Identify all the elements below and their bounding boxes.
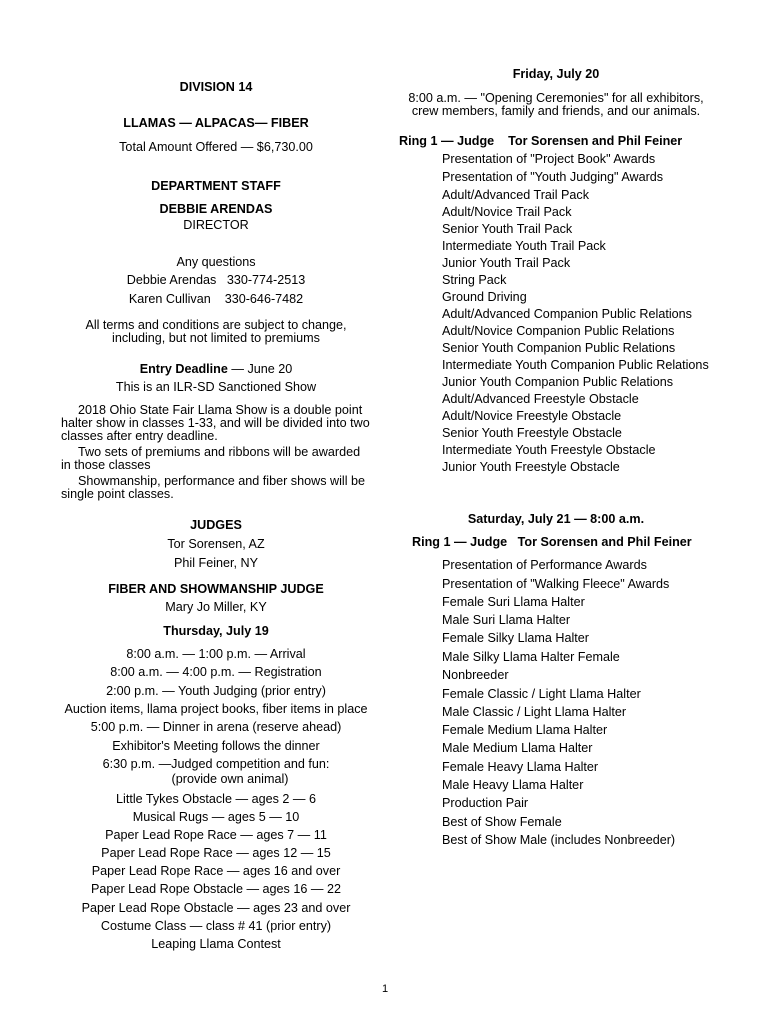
saturday-item: Male Silky Llama Halter Female <box>442 650 620 664</box>
friday-item: Senior Youth Companion Public Relations <box>442 341 676 355</box>
fiber-judge-heading: FIBER AND SHOWMANSHIP JUDGE <box>108 582 324 596</box>
friday-item: Presentation of "Youth Judging" Awards <box>442 170 664 184</box>
saturday-item: Male Medium Llama Halter <box>442 741 593 755</box>
saturday-item: Female Suri Llama Halter <box>442 595 585 609</box>
saturday-item: Female Silky Llama Halter <box>442 631 589 645</box>
friday-item: Adult/Novice Trail Pack <box>442 205 572 219</box>
thursday-item: 6:30 p.m. —Judged competition and fun: <box>102 757 330 771</box>
friday-item: Adult/Advanced Freestyle Obstacle <box>442 392 639 406</box>
friday-item: Adult/Advanced Companion Public Relations <box>442 307 692 321</box>
staff-heading: DEPARTMENT STAFF <box>151 179 281 193</box>
saturday-item: Presentation of Performance Awards <box>442 558 647 572</box>
show-paragraph-1: 2018 Ohio State Fair Llama Show is a double point halter show in classes 1-33, and will be divided into two classes after entry deadline. <box>61 403 370 443</box>
terms-line-1: All terms and conditions are subject to change, <box>85 318 347 332</box>
friday-heading: Friday, July 20 <box>512 67 600 81</box>
judges-heading: JUDGES <box>190 518 242 532</box>
saturday-item: Female Classic / Light Llama Halter <box>442 687 641 701</box>
saturday-item: Male Heavy Llama Halter <box>442 778 584 792</box>
thursday-item: (provide own animal) <box>171 772 289 786</box>
division-subtitle: LLAMAS — ALPACAS— FIBER <box>123 116 309 130</box>
thursday-item: 5:00 p.m. — Dinner in arena (reserve ahead) <box>90 720 342 734</box>
friday-item: Adult/Novice Freestyle Obstacle <box>442 409 622 423</box>
thursday-item: Paper Lead Rope Race — ages 7 — 11 <box>105 828 327 842</box>
friday-item: Intermediate Youth Companion Public Relations <box>442 358 709 372</box>
saturday-item: Nonbreeder <box>442 668 509 682</box>
saturday-item: Female Heavy Llama Halter <box>442 760 599 774</box>
friday-item: Senior Youth Freestyle Obstacle <box>442 426 622 440</box>
saturday-item: Male Classic / Light Llama Halter <box>442 705 627 719</box>
terms-line-2: including, but not limited to premiums <box>112 331 320 345</box>
friday-item: Intermediate Youth Freestyle Obstacle <box>442 443 656 457</box>
saturday-item: Production Pair <box>442 796 529 810</box>
fiber-judge-name: Mary Jo Miller, KY <box>165 600 267 614</box>
saturday-item: Male Suri Llama Halter <box>442 613 571 627</box>
director-title: DIRECTOR <box>183 218 249 232</box>
questions-label: Any questions <box>176 255 256 269</box>
show-paragraph-3: Showmanship, performance and fiber shows will be single point classes. <box>61 474 365 501</box>
division-title: DIVISION 14 <box>179 80 253 94</box>
saturday-item: Best of Show Female <box>442 815 562 829</box>
deadline-value: — June 20 <box>227 362 293 376</box>
thursday-item: Paper Lead Rope Obstacle — ages 23 and over <box>81 901 351 915</box>
opening-line-2: crew members, family and friends, and our animals. <box>411 104 701 118</box>
contact-karen: Karen Cullivan 330-646-7482 <box>128 292 304 306</box>
contact-debbie: Debbie Arendas 330-774-2513 <box>126 273 306 287</box>
total-amount: Total Amount Offered — $6,730.00 <box>119 140 313 154</box>
thursday-item: 8:00 a.m. — 4:00 p.m. — Registration <box>110 665 322 679</box>
saturday-item: Presentation of "Walking Fleece" Awards <box>442 577 670 591</box>
thursday-item: Musical Rugs — ages 5 — 10 <box>132 810 300 824</box>
thursday-item: Paper Lead Rope Race — ages 16 and over <box>91 864 341 878</box>
friday-item: Senior Youth Trail Pack <box>442 222 573 236</box>
ring1-saturday-heading: Ring 1 — Judge Tor Sorensen and Phil Feiner <box>412 535 692 549</box>
judge-phil: Phil Feiner, NY <box>174 556 258 570</box>
friday-item: Adult/Advanced Trail Pack <box>442 188 590 202</box>
friday-item: Intermediate Youth Trail Pack <box>442 239 606 253</box>
saturday-heading: Saturday, July 21 — 8:00 a.m. <box>467 512 645 526</box>
director-name: DEBBIE ARENDAS <box>159 202 273 216</box>
entry-deadline <box>58 362 374 376</box>
thursday-item: Costume Class — class # 41 (prior entry) <box>100 919 332 933</box>
thursday-heading: Thursday, July 19 <box>163 624 269 638</box>
saturday-item: Best of Show Male (includes Nonbreeder) <box>442 833 676 847</box>
friday-item: Junior Youth Companion Public Relations <box>442 375 674 389</box>
friday-item: Presentation of "Project Book" Awards <box>442 152 656 166</box>
friday-item: Ground Driving <box>442 290 527 304</box>
opening-line-1: 8:00 a.m. — "Opening Ceremonies" for all exhibitors, <box>408 91 704 105</box>
ring1-friday-heading: Ring 1 — Judge Tor Sorensen and Phil Feiner <box>399 134 683 148</box>
thursday-item: 8:00 a.m. — 1:00 p.m. — Arrival <box>126 647 306 661</box>
deadline-label: Entry Deadline <box>139 362 228 376</box>
friday-item: Junior Youth Freestyle Obstacle <box>442 460 620 474</box>
saturday-item: Female Medium Llama Halter <box>442 723 608 737</box>
friday-item: String Pack <box>442 273 507 287</box>
thursday-item: Little Tykes Obstacle — ages 2 — 6 <box>116 792 316 806</box>
show-paragraph-2: Two sets of premiums and ribbons will be awarded in those classes <box>61 445 361 472</box>
thursday-item: Paper Lead Rope Race — ages 12 — 15 <box>101 846 331 860</box>
page-number: 1 <box>381 983 389 995</box>
friday-item: Junior Youth Trail Pack <box>442 256 571 270</box>
thursday-item: Auction items, llama project books, fiber items in place <box>64 702 368 716</box>
thursday-item: 2:00 p.m. — Youth Judging (prior entry) <box>106 684 326 698</box>
judge-tor: Tor Sorensen, AZ <box>167 537 265 551</box>
sanction-note: This is an ILR-SD Sanctioned Show <box>115 380 317 394</box>
friday-item: Adult/Novice Companion Public Relations <box>442 324 675 338</box>
thursday-item: Paper Lead Rope Obstacle — ages 16 — 22 <box>91 882 341 896</box>
thursday-item: Exhibitor's Meeting follows the dinner <box>112 739 320 753</box>
thursday-item: Leaping Llama Contest <box>151 937 281 951</box>
